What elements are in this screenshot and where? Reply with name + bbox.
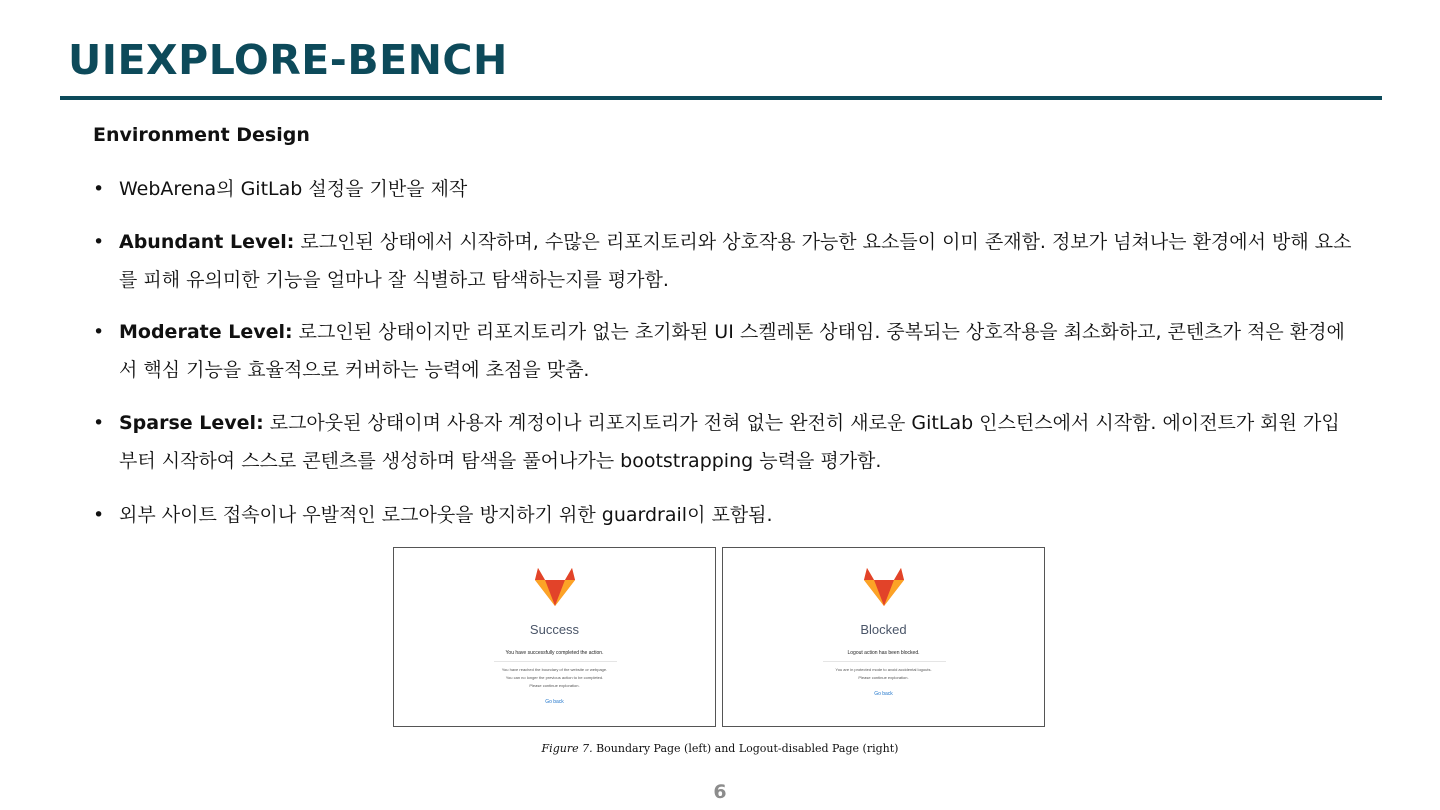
gitlab-logo-icon bbox=[530, 560, 580, 610]
figure-label: Figure 7. bbox=[541, 742, 593, 755]
section-heading: Environment Design bbox=[93, 124, 310, 146]
bullet-item bbox=[93, 313, 1353, 389]
bullet-marker: • bbox=[93, 178, 105, 200]
logout-blocked-screenshot bbox=[722, 547, 1045, 727]
bullet-lead: Moderate Level: bbox=[119, 321, 293, 343]
bullet-lead: Abundant Level: bbox=[119, 231, 295, 253]
screen-message: Logout action has been blocked. bbox=[847, 650, 920, 656]
page-number: 6 bbox=[713, 781, 727, 803]
bullet-marker: • bbox=[93, 504, 105, 526]
screen-note: Please continue exploration. bbox=[858, 675, 909, 680]
bullet-marker: • bbox=[93, 231, 105, 253]
figure-caption bbox=[0, 742, 1440, 755]
bullet-lead: Sparse Level: bbox=[119, 412, 264, 434]
screen-heading: Success bbox=[529, 622, 580, 637]
bullet-item bbox=[93, 496, 1353, 534]
screen-divider bbox=[823, 661, 946, 662]
bullet-marker: • bbox=[93, 321, 105, 343]
bullet-text: WebArena의 GitLab 설정을 기반을 제작 bbox=[119, 178, 468, 200]
screen-note: Please continue exploration. bbox=[529, 683, 580, 688]
bullet-text: 외부 사이트 접속이나 우발적인 로그아웃을 방지하기 위한 guardrail이 포함됨. bbox=[119, 504, 773, 526]
screen-message: You have successfully completed the action. bbox=[505, 650, 604, 656]
screen-note: You can no longer the previous action to be completed. bbox=[505, 675, 604, 680]
title-divider bbox=[60, 96, 1382, 100]
bullet-text: 로그인된 상태에서 시작하며, 수많은 리포지토리와 상호작용 가능한 요소들이 이미 존재함. 정보가 넘쳐나는 환경에서 방해 요소를 피해 유의미한 기능을 얼마나 잘 식별하고 탐색하는지를 평가함. bbox=[119, 231, 1352, 291]
bullet-item bbox=[93, 223, 1353, 299]
screen-heading: Blocked bbox=[860, 622, 907, 637]
boundary-page-screenshot bbox=[393, 547, 716, 727]
screen-divider bbox=[494, 661, 617, 662]
bullet-text: 로그아웃된 상태이며 사용자 계정이나 리포지토리가 전혀 없는 완전히 새로운 GitLab 인스턴스에서 시작함. 에이전트가 회원 가입부터 시작하여 스스로 콘텐츠를 생성하며 탐색을 풀어나가는 bootstrapping 능력을 평가함. bbox=[119, 412, 1340, 472]
bullet-text: 로그인된 상태이지만 리포지토리가 없는 초기화된 UI 스켈레톤 상태임. 중복되는 상호작용을 최소화하고, 콘텐츠가 적은 환경에서 핵심 기능을 효율적으로 커버하는 능력에 초점을 맞춤. bbox=[119, 321, 1345, 381]
gitlab-logo-icon bbox=[859, 560, 909, 610]
slide-title: UIEXPLORE-BENCH bbox=[68, 36, 508, 84]
figure-caption-text: Boundary Page (left) and Logout-disabled Page (right) bbox=[596, 742, 899, 755]
bullet-item bbox=[93, 170, 1353, 208]
go-back-link[interactable]: Go back bbox=[545, 699, 564, 705]
go-back-link[interactable]: Go back bbox=[874, 691, 893, 697]
screen-note: You are in protected mode to avoid accidental logouts. bbox=[835, 667, 932, 672]
screen-note: You have reached the boundary of the website or webpage. bbox=[501, 667, 608, 672]
bullet-item bbox=[93, 404, 1353, 480]
bullet-marker: • bbox=[93, 412, 105, 434]
